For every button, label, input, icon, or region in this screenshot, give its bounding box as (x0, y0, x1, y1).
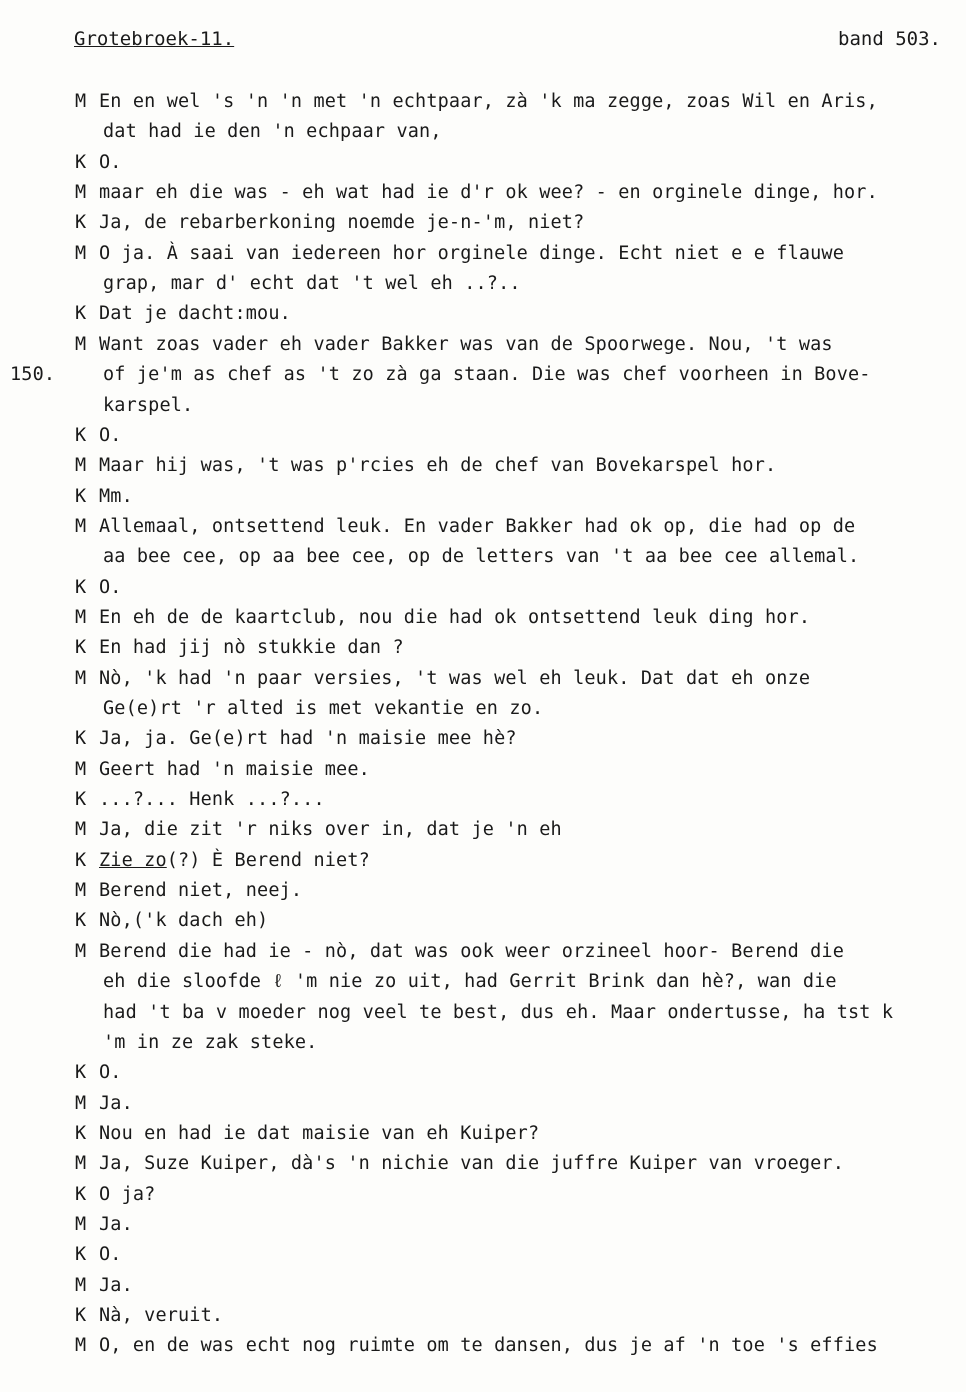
speaker-label: K (75, 1305, 87, 1326)
utterance-line-text: maar eh die was - eh wat had ie d'r ok wee? - en orginele dinge, hor. (99, 182, 878, 204)
utterance-text (99, 455, 776, 477)
utterance-line-text: of je'm as chef as 't zo zà ga staan. Die was chef voorheen in Bove- (103, 364, 871, 386)
utterance-line-text: Ja, ja. Ge(e)rt had 'n maisie mee hè? (99, 728, 517, 750)
utterance-line-text: Nou en had ie dat maisie van eh Kuiper? (99, 1122, 540, 1144)
speaker-label: K (75, 485, 87, 507)
speaker-label: M (75, 182, 87, 204)
utterance-text (99, 941, 844, 963)
utterance-line-text: Nò,('k dach eh) (99, 910, 269, 932)
speaker-label: M (75, 880, 87, 902)
utterance-text (99, 303, 291, 325)
utterance-text (99, 1093, 133, 1115)
utterance-line-text: O. (99, 1062, 122, 1084)
utterance-text (103, 971, 837, 993)
utterance-line-text: Nà, veruit. (99, 1305, 224, 1326)
utterance-line-text: O. (99, 424, 122, 446)
utterance-text (99, 91, 878, 113)
utterance-text (99, 1305, 223, 1327)
utterance-text (103, 698, 543, 720)
margin-line-number: 150. (10, 364, 56, 386)
speaker-label: K (75, 1122, 87, 1144)
utterance-text (99, 182, 878, 204)
utterance-line-text: 'm in ze zak steke. (103, 1031, 318, 1053)
utterance-text (99, 1153, 844, 1175)
utterance-text (99, 759, 370, 781)
speaker-label: M (75, 667, 87, 689)
utterance-line-text: En had jij nò stukkie dan ? (99, 637, 404, 659)
utterance-line-text: Ja. (99, 1274, 133, 1296)
speaker-label: K (75, 910, 87, 932)
speaker-label: K (75, 151, 87, 173)
utterance-text (103, 273, 521, 295)
speaker-label: K (75, 1183, 87, 1205)
underlined-text: Zie zo (99, 849, 167, 871)
speaker-label: K (75, 424, 87, 446)
utterance-text (99, 334, 833, 356)
utterance-text (99, 152, 122, 174)
utterance-text (99, 1123, 539, 1145)
utterance-line-text: O. (99, 576, 122, 598)
utterance-text (99, 789, 325, 811)
speaker-label: M (75, 242, 87, 264)
utterance-text (99, 668, 810, 690)
speaker-label: K (75, 637, 87, 659)
utterance-line-text: O ja? (99, 1183, 156, 1205)
speaker-label: M (75, 515, 87, 537)
speaker-label: M (75, 1092, 87, 1114)
utterance-line-text: eh die sloofde ℓ 'm nie zo uit, had Gerrit Brink dan hè?, wan die (103, 971, 837, 993)
utterance-line-text: Nò, 'k had 'n paar versies, 't was wel eh leuk. Dat dat eh onze (99, 667, 811, 689)
utterance-text (103, 1032, 317, 1054)
utterance-text (99, 1184, 155, 1206)
utterance-text (99, 910, 268, 932)
utterance-text (103, 1002, 893, 1024)
utterance-text (103, 395, 193, 417)
utterance-line-text: Ja, de rebarberkoning noemde je-n-'m, niet? (99, 212, 585, 234)
utterance-line-text: Geert had 'n maisie mee. (99, 758, 370, 780)
speaker-label: K (75, 1062, 87, 1084)
utterance-line-text: Allemaal, ontsettend leuk. En vader Bakker had ok op, die had op de (99, 515, 856, 537)
utterance-line-text: En en wel 's 'n 'n met 'n echtpaar, zà 'k ma zegge, zoas Wil en Aris, (99, 91, 878, 112)
speaker-label: K (75, 728, 87, 750)
utterance-line-text: O ja. À saai van iedereen hor orginele dinge. Echt niet e e flauwe (99, 242, 845, 264)
speaker-label: M (75, 819, 87, 841)
speaker-label: M (75, 333, 87, 355)
utterance-text (99, 577, 122, 599)
utterance-line-text: O. (99, 1244, 122, 1266)
utterance-line-text: Ja, die zit 'r niks over in, dat je 'n eh (99, 819, 562, 841)
utterance-text (99, 243, 844, 265)
utterance-text (99, 516, 855, 538)
speaker-label: K (75, 576, 87, 598)
utterance-line-text: O. (99, 151, 122, 173)
utterance-text (99, 880, 302, 902)
utterance-text (99, 819, 562, 841)
utterance-line-text: karspel. (103, 394, 194, 416)
document-title: Grotebroek-11. (74, 28, 235, 50)
speaker-label: M (75, 940, 87, 962)
utterance-line-text: Ge(e)rt 'r alted is met vekantie en zo. (103, 698, 544, 719)
speaker-label: K (75, 1244, 87, 1266)
utterance-text (103, 121, 442, 143)
band-number: band 503. (838, 28, 941, 50)
utterance-line-text: had 't ba v moeder nog veel te best, dus eh. Maar ondertusse, ha tst k (103, 1001, 894, 1023)
utterance-line-text: dat had ie den 'n echpaar van, (103, 121, 442, 143)
utterance-text (99, 425, 122, 447)
utterance-text (99, 1335, 878, 1357)
utterance-text (99, 1244, 122, 1266)
utterance-line-text: Ja, Suze Kuiper, dà's 'n nichie van die juffre Kuiper van vroeger. (99, 1153, 845, 1175)
speaker-label: M (75, 1213, 87, 1235)
utterance-line-text: Berend niet, neej. (99, 880, 303, 902)
utterance-line-text: Maar hij was, 't was p'rcies eh de chef van Bovekarspel hor. (99, 455, 777, 477)
speaker-label: M (75, 91, 87, 112)
utterance-line-text: O, en de was echt nog ruimte om te dansen, dus je af 'n toe 's effies (99, 1335, 878, 1357)
utterance-line-text: Berend die had ie - nò, dat was ook weer orzineel hoor- Berend die (99, 940, 845, 962)
utterance-line-text: (?) È Berend niet? (166, 849, 370, 871)
utterance-line-text: Ja. (99, 1213, 133, 1235)
utterance-line-text: Mm. (99, 485, 133, 507)
utterance-text (99, 1275, 133, 1297)
utterance-text (99, 212, 584, 234)
utterance-text (103, 546, 859, 568)
utterance-line-text: Want zoas vader eh vader Bakker was van de Spoorwege. Nou, 't was (99, 333, 833, 355)
speaker-label: M (75, 1335, 87, 1357)
utterance-text (99, 1062, 122, 1084)
utterance-text (99, 1214, 133, 1236)
speaker-label: M (75, 758, 87, 780)
utterance-text (99, 850, 370, 872)
speaker-label: K (75, 849, 87, 871)
utterance-text (99, 728, 517, 750)
speaker-label: M (75, 606, 87, 628)
speaker-label: K (75, 212, 87, 234)
speaker-label: M (75, 455, 87, 477)
speaker-label: K (75, 303, 87, 325)
utterance-text (99, 637, 404, 659)
utterance-line-text: ...?... Henk ...?... (99, 789, 325, 811)
speaker-label: M (75, 1153, 87, 1175)
speaker-label: M (75, 1274, 87, 1296)
utterance-text (99, 486, 133, 508)
speaker-label: K (75, 789, 87, 811)
utterance-line-text: Dat je dacht:mou. (99, 303, 291, 325)
utterance-text (103, 364, 871, 386)
utterance-line-text: Ja. (99, 1092, 133, 1114)
utterance-line-text: grap, mar d' echt dat 't wel eh ..?.. (103, 273, 521, 295)
utterance-line-text: En eh de de kaartclub, nou die had ok ontsettend leuk ding hor. (99, 606, 811, 628)
utterance-text (99, 607, 810, 629)
utterance-line-text: aa bee cee, op aa bee cee, op de letters van 't aa bee cee allemal. (103, 546, 860, 568)
